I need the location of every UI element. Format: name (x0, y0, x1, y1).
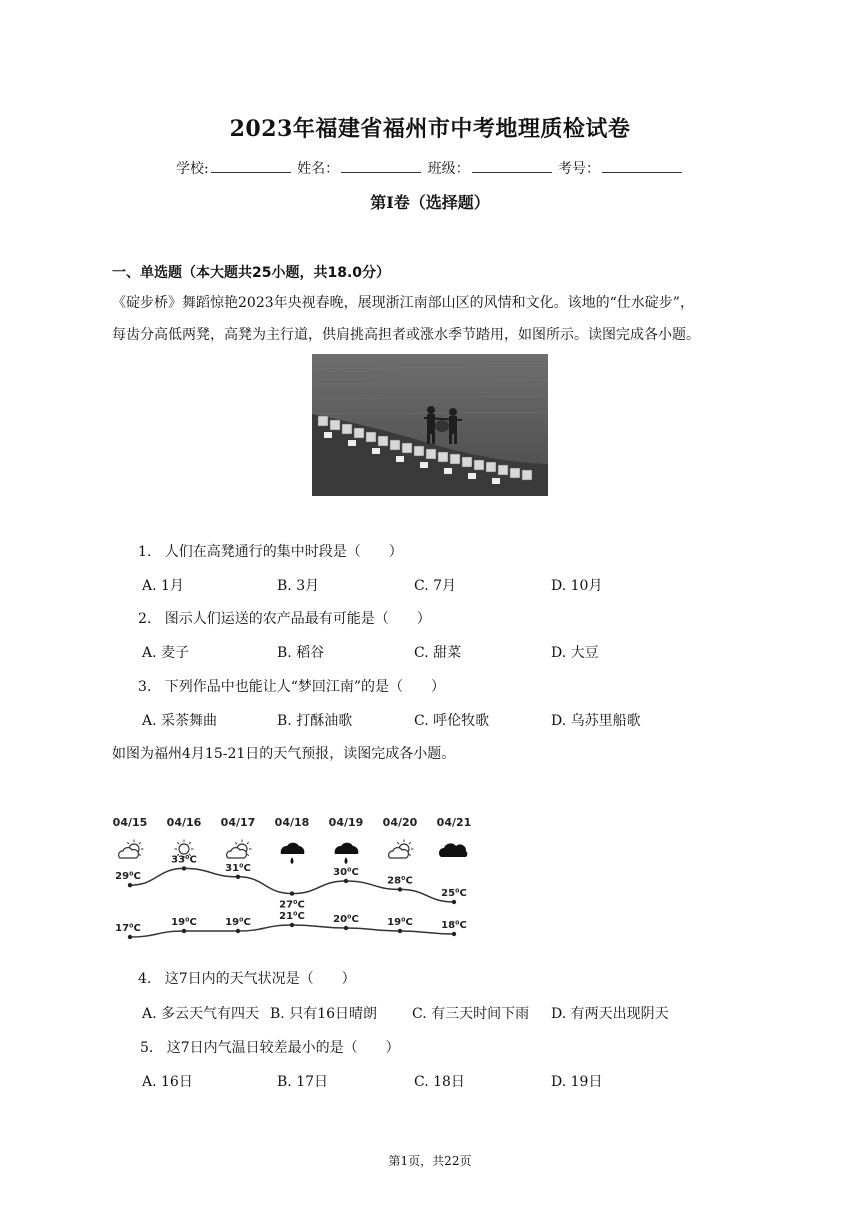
volume-heading: 第I卷（选择题） (370, 193, 490, 212)
class-blank[interactable] (472, 160, 552, 173)
temp-label: 33⁰C (171, 854, 197, 866)
student-info-line (0, 158, 860, 178)
question-number: 2. (138, 611, 152, 627)
temp-label: 27⁰C (279, 899, 305, 911)
temp-label: 17⁰C (115, 923, 141, 934)
school-label: 学校: (175, 161, 209, 177)
temp-point (398, 929, 402, 933)
q1-option-c[interactable]: C. 7月 (414, 578, 457, 594)
date-label: 04/19 (328, 816, 364, 829)
temp-point (236, 929, 240, 933)
intro-paragraph-2: 如图为福州4月15-21日的天气预报，读图完成各小题。 (112, 746, 456, 762)
q3-option-b[interactable]: B. 打酥油歌 (277, 713, 353, 729)
temp-label: 29⁰C (115, 871, 141, 883)
name-blank[interactable] (341, 160, 421, 173)
section-heading: 一、单选题（本大题共25小题，共18.0分） (112, 265, 391, 281)
q4-option-b[interactable]: B. 只有16日晴朗 (270, 1006, 378, 1022)
q1-option-b[interactable]: B. 3月 (277, 578, 320, 594)
date-label: 04/18 (274, 816, 310, 829)
intro-paragraph-1 (112, 287, 752, 351)
name-label: 姓名： (297, 161, 340, 177)
temp-label: 25⁰C (441, 888, 467, 899)
temp-point (344, 879, 348, 883)
number-blank[interactable] (602, 160, 682, 173)
partly-cloudy-icon (119, 840, 144, 859)
temp-label: 21⁰C (279, 911, 305, 922)
weather-forecast-chart (108, 812, 488, 952)
q4-option-a[interactable]: A. 多云天气有四天 (142, 1006, 260, 1022)
page-footer: 第1页，共22页 (388, 1154, 472, 1168)
date-label: 04/20 (382, 816, 418, 829)
temp-label: 28⁰C (387, 875, 413, 887)
question-5 (140, 1037, 400, 1057)
question-text: 这7日内气温日较差最小的是（ ） (166, 1040, 400, 1056)
number-label: 考号： (558, 161, 601, 177)
q5-option-a[interactable]: A. 16日 (142, 1074, 193, 1090)
question-1 (138, 541, 403, 561)
temp-point (182, 929, 186, 933)
temp-label: 31⁰C (225, 862, 251, 874)
temp-label: 19⁰C (171, 917, 197, 928)
rain-icon (335, 843, 359, 864)
q5-option-c[interactable]: C. 18日 (414, 1074, 465, 1090)
q4-option-c[interactable]: C. 有三天时间下雨 (412, 1006, 530, 1022)
temp-label: 18⁰C (441, 920, 467, 931)
temp-point (236, 875, 240, 879)
class-label: 班级： (427, 161, 470, 177)
temp-point (452, 932, 456, 936)
partly-cloudy-icon (389, 840, 414, 859)
exam-title: 2023年福建省福州市中考地理质检试卷 (229, 116, 631, 142)
q2-option-a[interactable]: A. 麦子 (142, 645, 190, 661)
date-label: 04/21 (436, 816, 472, 829)
q2-option-d[interactable]: D. 大豆 (551, 645, 599, 661)
intro-line-2: 每齿分高低两凳，高凳为主行道，供肩挑高担者或涨水季节踏用，如图所示。读图完成各小题。 (112, 327, 700, 343)
temp-point (452, 900, 456, 904)
temp-point (182, 866, 186, 870)
question-text: 图示人们运送的农产品最有可能是（ ） (164, 611, 431, 627)
question-3 (138, 676, 445, 696)
question-number: 3. (138, 679, 152, 695)
stepping-stone-bridge-photo (312, 354, 548, 496)
overcast-icon (439, 843, 467, 857)
question-2 (138, 608, 431, 628)
q3-option-d[interactable]: D. 乌苏里船歌 (551, 713, 641, 729)
temp-point (128, 883, 132, 887)
q5-option-b[interactable]: B. 17日 (277, 1074, 329, 1090)
temp-label: 19⁰C (387, 917, 413, 928)
temp-point (128, 935, 132, 939)
question-number: 4. (138, 971, 152, 987)
temp-label: 20⁰C (333, 914, 359, 925)
question-number: 5. (140, 1040, 154, 1056)
question-number: 1. (138, 544, 152, 560)
q1-option-d[interactable]: D. 10月 (551, 578, 603, 594)
q3-option-c[interactable]: C. 呼伦牧歌 (414, 713, 490, 729)
temp-label: 19⁰C (225, 917, 251, 928)
q3-option-a[interactable]: A. 采茶舞曲 (142, 713, 218, 729)
question-text: 人们在高凳通行的集中时段是（ ） (164, 544, 403, 560)
date-label: 04/16 (166, 816, 202, 829)
temp-point (344, 926, 348, 930)
question-text: 下列作品中也能让人“梦回江南”的是（ ） (164, 679, 446, 695)
date-label: 04/17 (220, 816, 256, 829)
q5-option-d[interactable]: D. 19日 (551, 1074, 603, 1090)
question-4 (138, 968, 356, 988)
q4-option-d[interactable]: D. 有两天出现阴天 (551, 1006, 669, 1022)
q2-option-c[interactable]: C. 甜菜 (414, 645, 462, 661)
school-blank[interactable] (211, 160, 291, 173)
intro-line-1: 《碇步桥》舞蹈惊艳2023年央视春晚，展现浙江南部山区的风情和文化。该地的“仕水碇步”， (112, 295, 694, 311)
q1-option-a[interactable]: A. 1月 (142, 578, 184, 594)
date-label: 04/15 (112, 816, 148, 829)
temp-point (398, 887, 402, 891)
temp-point (290, 923, 294, 927)
partly-cloudy-icon (227, 840, 252, 859)
temp-point (290, 891, 294, 895)
rain-icon (281, 843, 305, 864)
temp-label: 30⁰C (333, 867, 359, 878)
question-text: 这7日内的天气状况是（ ） (164, 971, 356, 987)
q2-option-b[interactable]: B. 稻谷 (277, 645, 325, 661)
